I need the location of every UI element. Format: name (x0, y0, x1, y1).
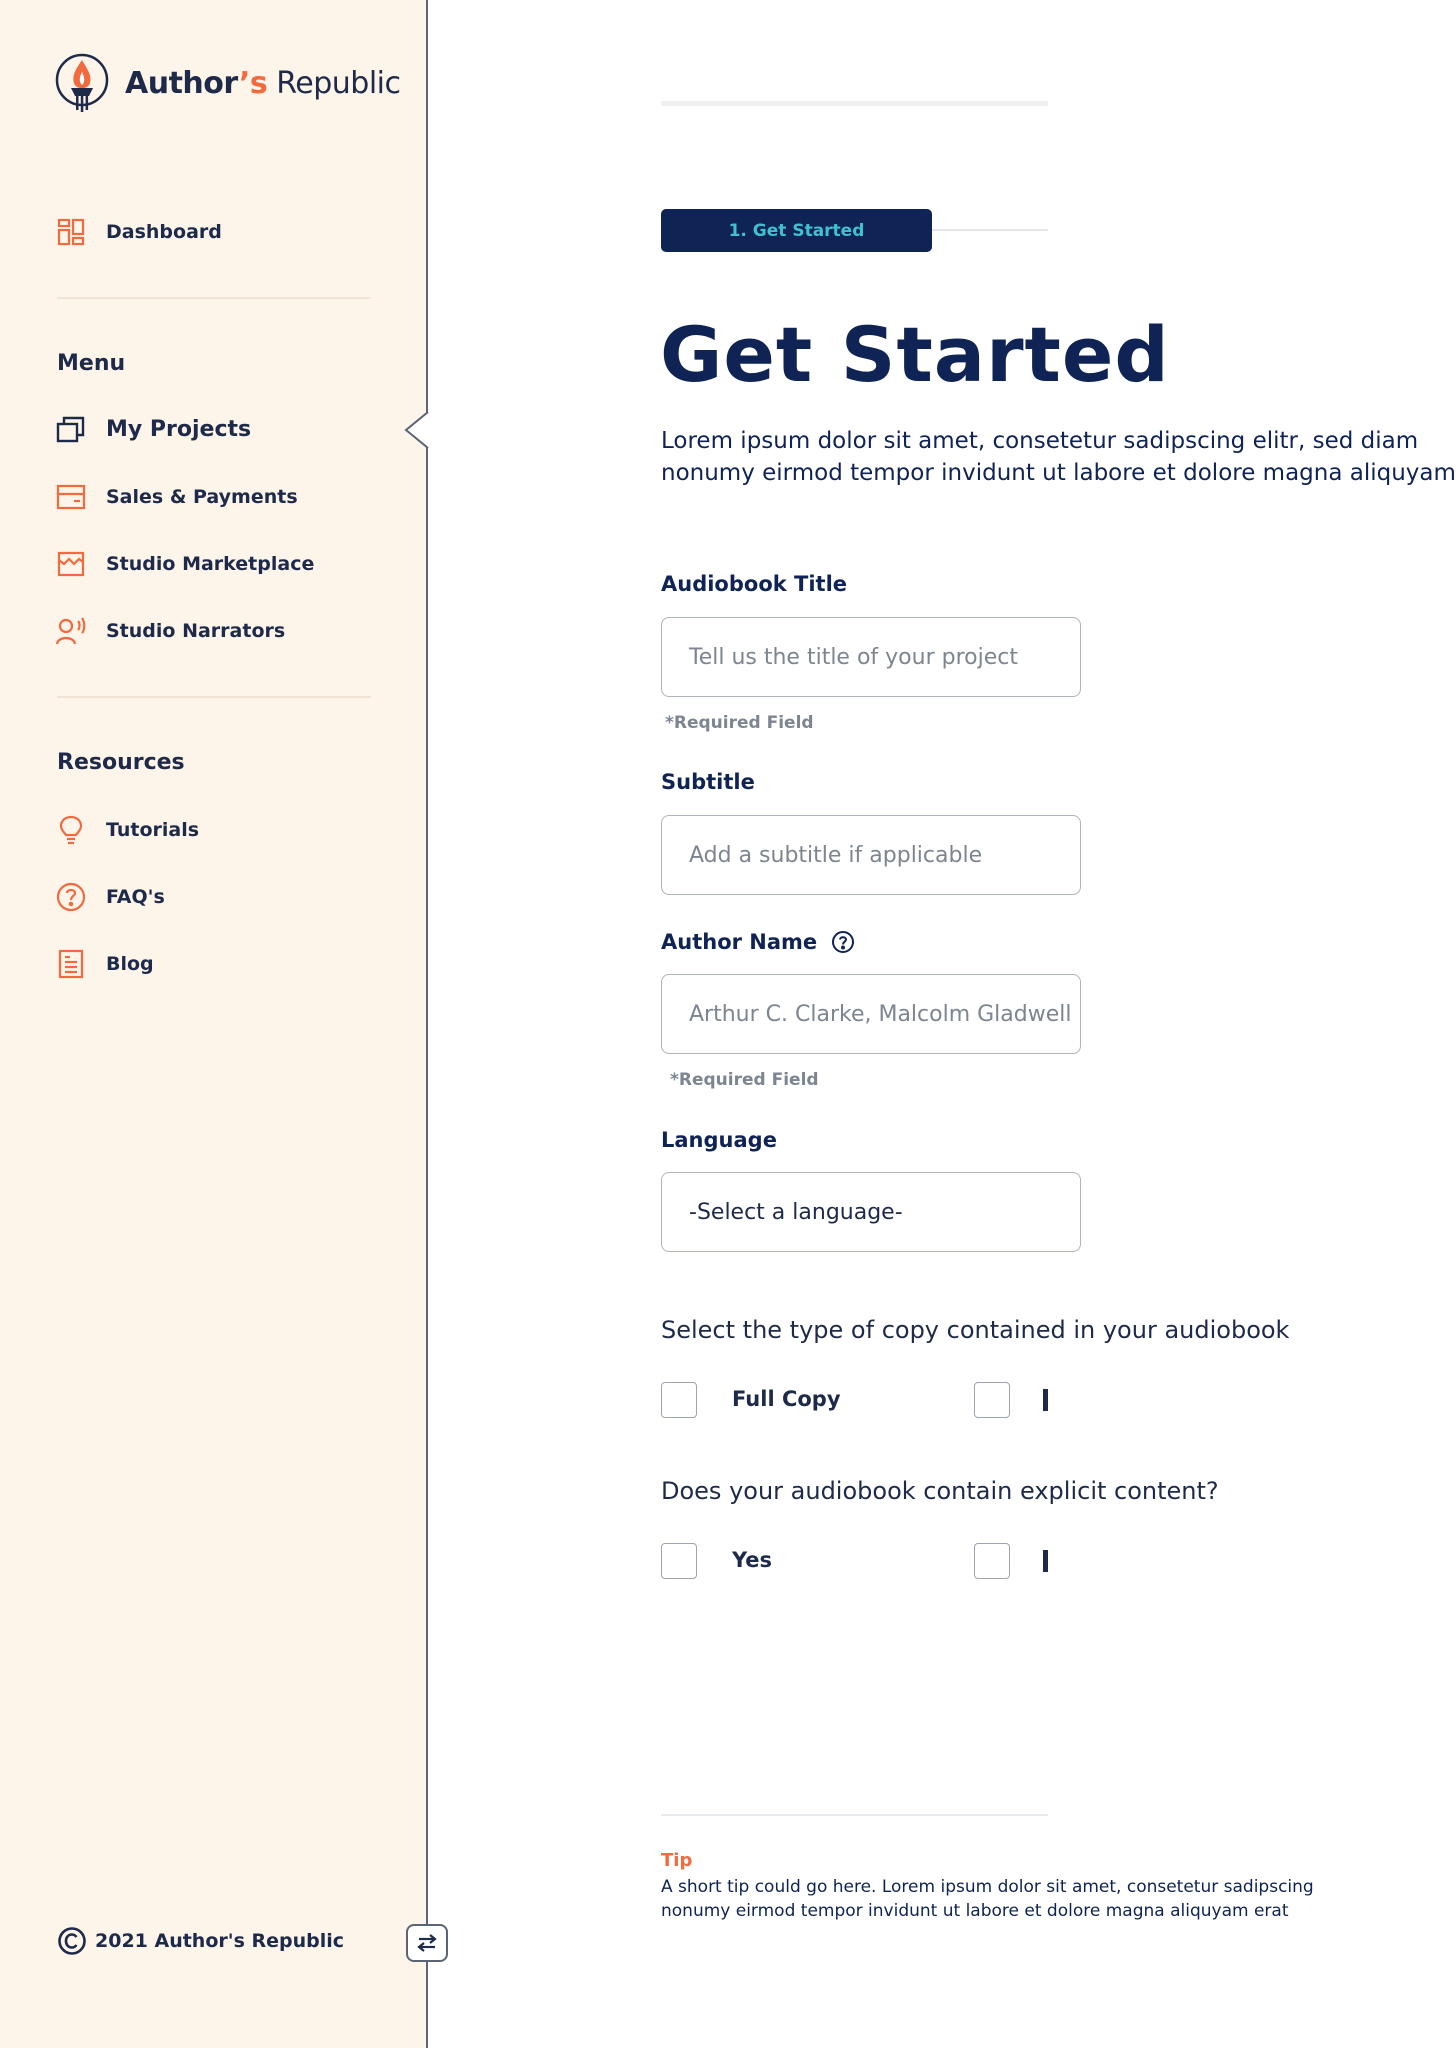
page-title: Get Started (660, 310, 1170, 399)
yes-checkbox[interactable] (661, 1543, 697, 1579)
document-icon (56, 949, 86, 979)
audiobook-title-input[interactable]: Tell us the title of your project (661, 617, 1081, 697)
sidebar-item-my-projects[interactable] (56, 414, 251, 444)
menu-section-label: Menu (57, 351, 126, 376)
brand-wordmark (125, 66, 400, 101)
sidebar-item-label: Dashboard (106, 221, 222, 243)
intro-line-2: nonumy eirmod tempor invidunt ut labore et dolore magna aliquyam (661, 460, 1456, 486)
wallet-card-icon (56, 482, 86, 512)
sidebar-toggle-button[interactable] (406, 1924, 448, 1962)
projects-stack-icon (56, 414, 86, 444)
sidebar-item-sales-payments[interactable] (56, 482, 298, 512)
full-copy-label: Full Copy (732, 1387, 841, 1411)
stepper-track (932, 229, 1048, 231)
tip-label: Tip (661, 1850, 693, 1871)
copyright-text: 2021 Author's Republic (95, 1930, 345, 1952)
language-label: Language (661, 1128, 777, 1152)
sidebar (0, 0, 427, 2048)
sidebar-item-label: My Projects (106, 416, 252, 442)
sidebar-item-faqs[interactable] (56, 882, 165, 912)
author-name-label-text: Author Name (661, 930, 818, 954)
sidebar-item-dashboard[interactable] (56, 217, 222, 247)
swap-arrows-icon (415, 1933, 439, 1953)
sidebar-border (426, 0, 428, 2048)
brand-logo[interactable] (55, 52, 400, 114)
help-circle-icon[interactable] (831, 930, 855, 954)
sidebar-item-tutorials[interactable] (56, 815, 199, 845)
sidebar-item-label: Sales & Payments (106, 486, 298, 508)
lightbulb-icon (56, 815, 86, 845)
copyright-notice (57, 1926, 344, 1956)
sidebar-divider (57, 297, 371, 299)
storefront-icon (56, 549, 86, 579)
author-required-helper: *Required Field (670, 1070, 819, 1090)
tip-divider (661, 1814, 1048, 1816)
language-select[interactable]: -Select a language- (661, 1172, 1081, 1252)
yes-label: Yes (732, 1548, 773, 1572)
author-name-label (661, 930, 855, 954)
sidebar-item-label: Studio Narrators (106, 620, 286, 642)
sidebar-item-label: Tutorials (106, 819, 200, 841)
title-required-helper: *Required Field (665, 713, 814, 733)
intro-text (661, 425, 1456, 489)
sidebar-item-label: Blog (106, 953, 154, 975)
subtitle-label: Subtitle (661, 770, 755, 794)
sidebar-item-blog[interactable] (56, 949, 154, 979)
sidebar-item-studio-marketplace[interactable] (56, 549, 314, 579)
second-copy-option-checkbox[interactable] (974, 1382, 1010, 1418)
tip-text (661, 1875, 1314, 1923)
second-copy-option-label-clipped (1043, 1389, 1048, 1411)
active-item-notch (404, 412, 428, 448)
header-rule (661, 101, 1048, 106)
audiobook-title-label: Audiobook Title (661, 572, 848, 596)
brand-name-apostrophe: ’s (238, 65, 268, 101)
second-explicit-option-label-clipped (1043, 1550, 1048, 1572)
question-circle-icon (56, 882, 86, 912)
copy-type-question: Select the type of copy contained in your audiobook (661, 1316, 1290, 1344)
author-name-input[interactable]: Arthur C. Clarke, Malcolm Gladwell (661, 974, 1081, 1054)
full-copy-checkbox[interactable] (661, 1382, 697, 1418)
explicit-content-question: Does your audiobook contain explicit content? (661, 1477, 1219, 1505)
sidebar-item-label: FAQ's (106, 886, 165, 908)
copyright-icon (57, 1926, 87, 1956)
tip-line-1: A short tip could go here. Lorem ipsum dolor sit amet, consetetur sadipscing (661, 1877, 1314, 1897)
resources-section-label: Resources (57, 750, 185, 775)
narrator-icon (56, 616, 86, 646)
step-get-started[interactable]: 1. Get Started (661, 209, 932, 252)
sidebar-divider (57, 696, 371, 698)
subtitle-input[interactable]: Add a subtitle if applicable (661, 815, 1081, 895)
sidebar-item-label: Studio Marketplace (106, 553, 315, 575)
dashboard-grid-icon (56, 217, 86, 247)
second-explicit-option-checkbox[interactable] (974, 1543, 1010, 1579)
brand-name-regular: Republic (276, 65, 401, 101)
tip-line-2: nonumy eirmod tempor invidunt ut labore et dolore magna aliquyam erat (661, 1901, 1289, 1921)
sidebar-item-studio-narrators[interactable] (56, 616, 285, 646)
torch-logo-icon (55, 52, 111, 114)
brand-name-bold: Author (125, 65, 239, 101)
intro-line-1: Lorem ipsum dolor sit amet, consetetur sadipscing elitr, sed diam (661, 428, 1419, 454)
